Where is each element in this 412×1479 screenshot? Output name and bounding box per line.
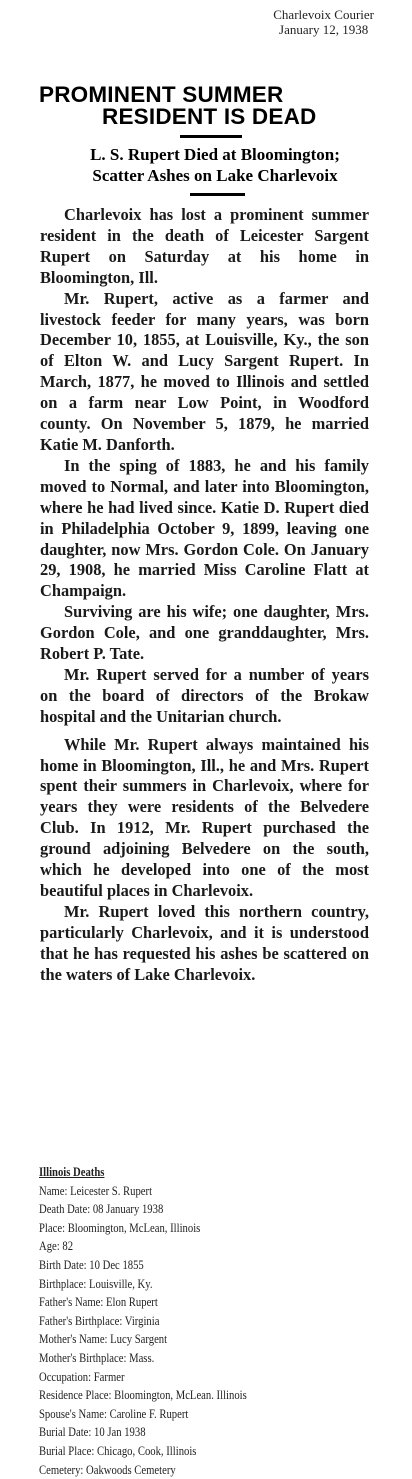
headline-line-2: RESIDENT IS DEAD [39,106,379,128]
article-paragraph: Mr. Rupert served for a number of years on the board of directors of the Brokaw hospital and the Unitarian church. [40,665,369,728]
record-field: Mother's Name: Lucy Sargent [39,1330,331,1349]
record-field: Spouse's Name: Caroline F. Rupert [39,1405,331,1424]
article-paragraph: In the sping of 1883, he and his family moved to Normal, and later into Bloomington, where he had lived since. Katie D. Rupert died in Philadelphia October 9, 1899, leaving one daughter, now Mrs. Gordon Cole. On January 29, 1908, he married Miss Caroline Flatt at Champaign. [40,456,369,602]
publication-date: January 12, 1938 [273,22,374,37]
record-field: Father's Name: Elon Rupert [39,1293,331,1312]
record-field: Name: Leicester S. Rupert [39,1182,331,1201]
subheadline-divider [190,193,245,196]
headline-divider [180,135,242,138]
record-field: Age: 82 [39,1237,331,1256]
record-field: Burial Date: 10 Jan 1938 [39,1423,331,1442]
record-field: Cemetery: Oakwoods Cemetery [39,1461,331,1479]
record-field: Occupation: Farmer [39,1368,331,1387]
headline [39,84,379,128]
source-citation [273,7,374,37]
publication-name: Charlevoix Courier [273,7,374,22]
record-field: Father's Birthplace: Virginia [39,1312,331,1331]
record-field: Residence Place: Bloomington, McLean. Illinois [39,1386,331,1405]
record-field: Birth Date: 10 Dec 1855 [39,1256,331,1275]
headline-line-1: PROMINENT SUMMER [39,84,379,106]
record-field: Death Date: 08 January 1938 [39,1200,331,1219]
article-paragraph: Mr. Rupert loved this northern country, particularly Charlevoix, and it is understood that he has requested his ashes be scattered on the waters of Lake Charlevoix. [40,902,369,986]
subheadline [40,144,390,186]
record-field: Place: Bloomington, McLean, Illinois [39,1219,331,1238]
article-paragraph: Charlevoix has lost a prominent summer resident in the death of Leicester Sargent Rupert on Saturday at his home in Bloomington, Ill. [40,205,369,289]
article-paragraph: Mr. Rupert, active as a farmer and livestock feeder for many years, was born December 10, 1855, at Louisville, Ky., the son of Elton W. and Lucy Sargent Rupert. In March, 1877, he moved to Illinois and settled on a farm near Low Point, in Woodford county. On November 5, 1879, he married Katie M. Danforth. [40,289,369,456]
record-title: Illinois Deaths [39,1163,331,1182]
subheadline-line-1: L. S. Rupert Died at Bloomington; [40,144,390,165]
record-field: Birthplace: Louisville, Ky. [39,1275,331,1294]
article-paragraph: While Mr. Rupert always maintained his home in Bloomington, Ill., he and Mrs. Rupert spent their summers in Charlevoix, where for years they were residents of the Belvedere Club. In 1912, Mr. Rupert purchased the ground adjoining Belvedere on the south, which he developed into one of the most beautiful places in Charlevoix. [40,735,369,902]
article-body [40,205,369,986]
article-paragraph: Surviving are his wife; one daughter, Mrs. Gordon Cole, and one granddaughter, Mrs. Robert P. Tate. [40,602,369,665]
death-record [39,1163,331,1479]
subheadline-line-2: Scatter Ashes on Lake Charlevoix [40,165,390,186]
record-field: Mother's Birthplace: Mass. [39,1349,331,1368]
record-field: Burial Place: Chicago, Cook, Illinois [39,1442,331,1461]
